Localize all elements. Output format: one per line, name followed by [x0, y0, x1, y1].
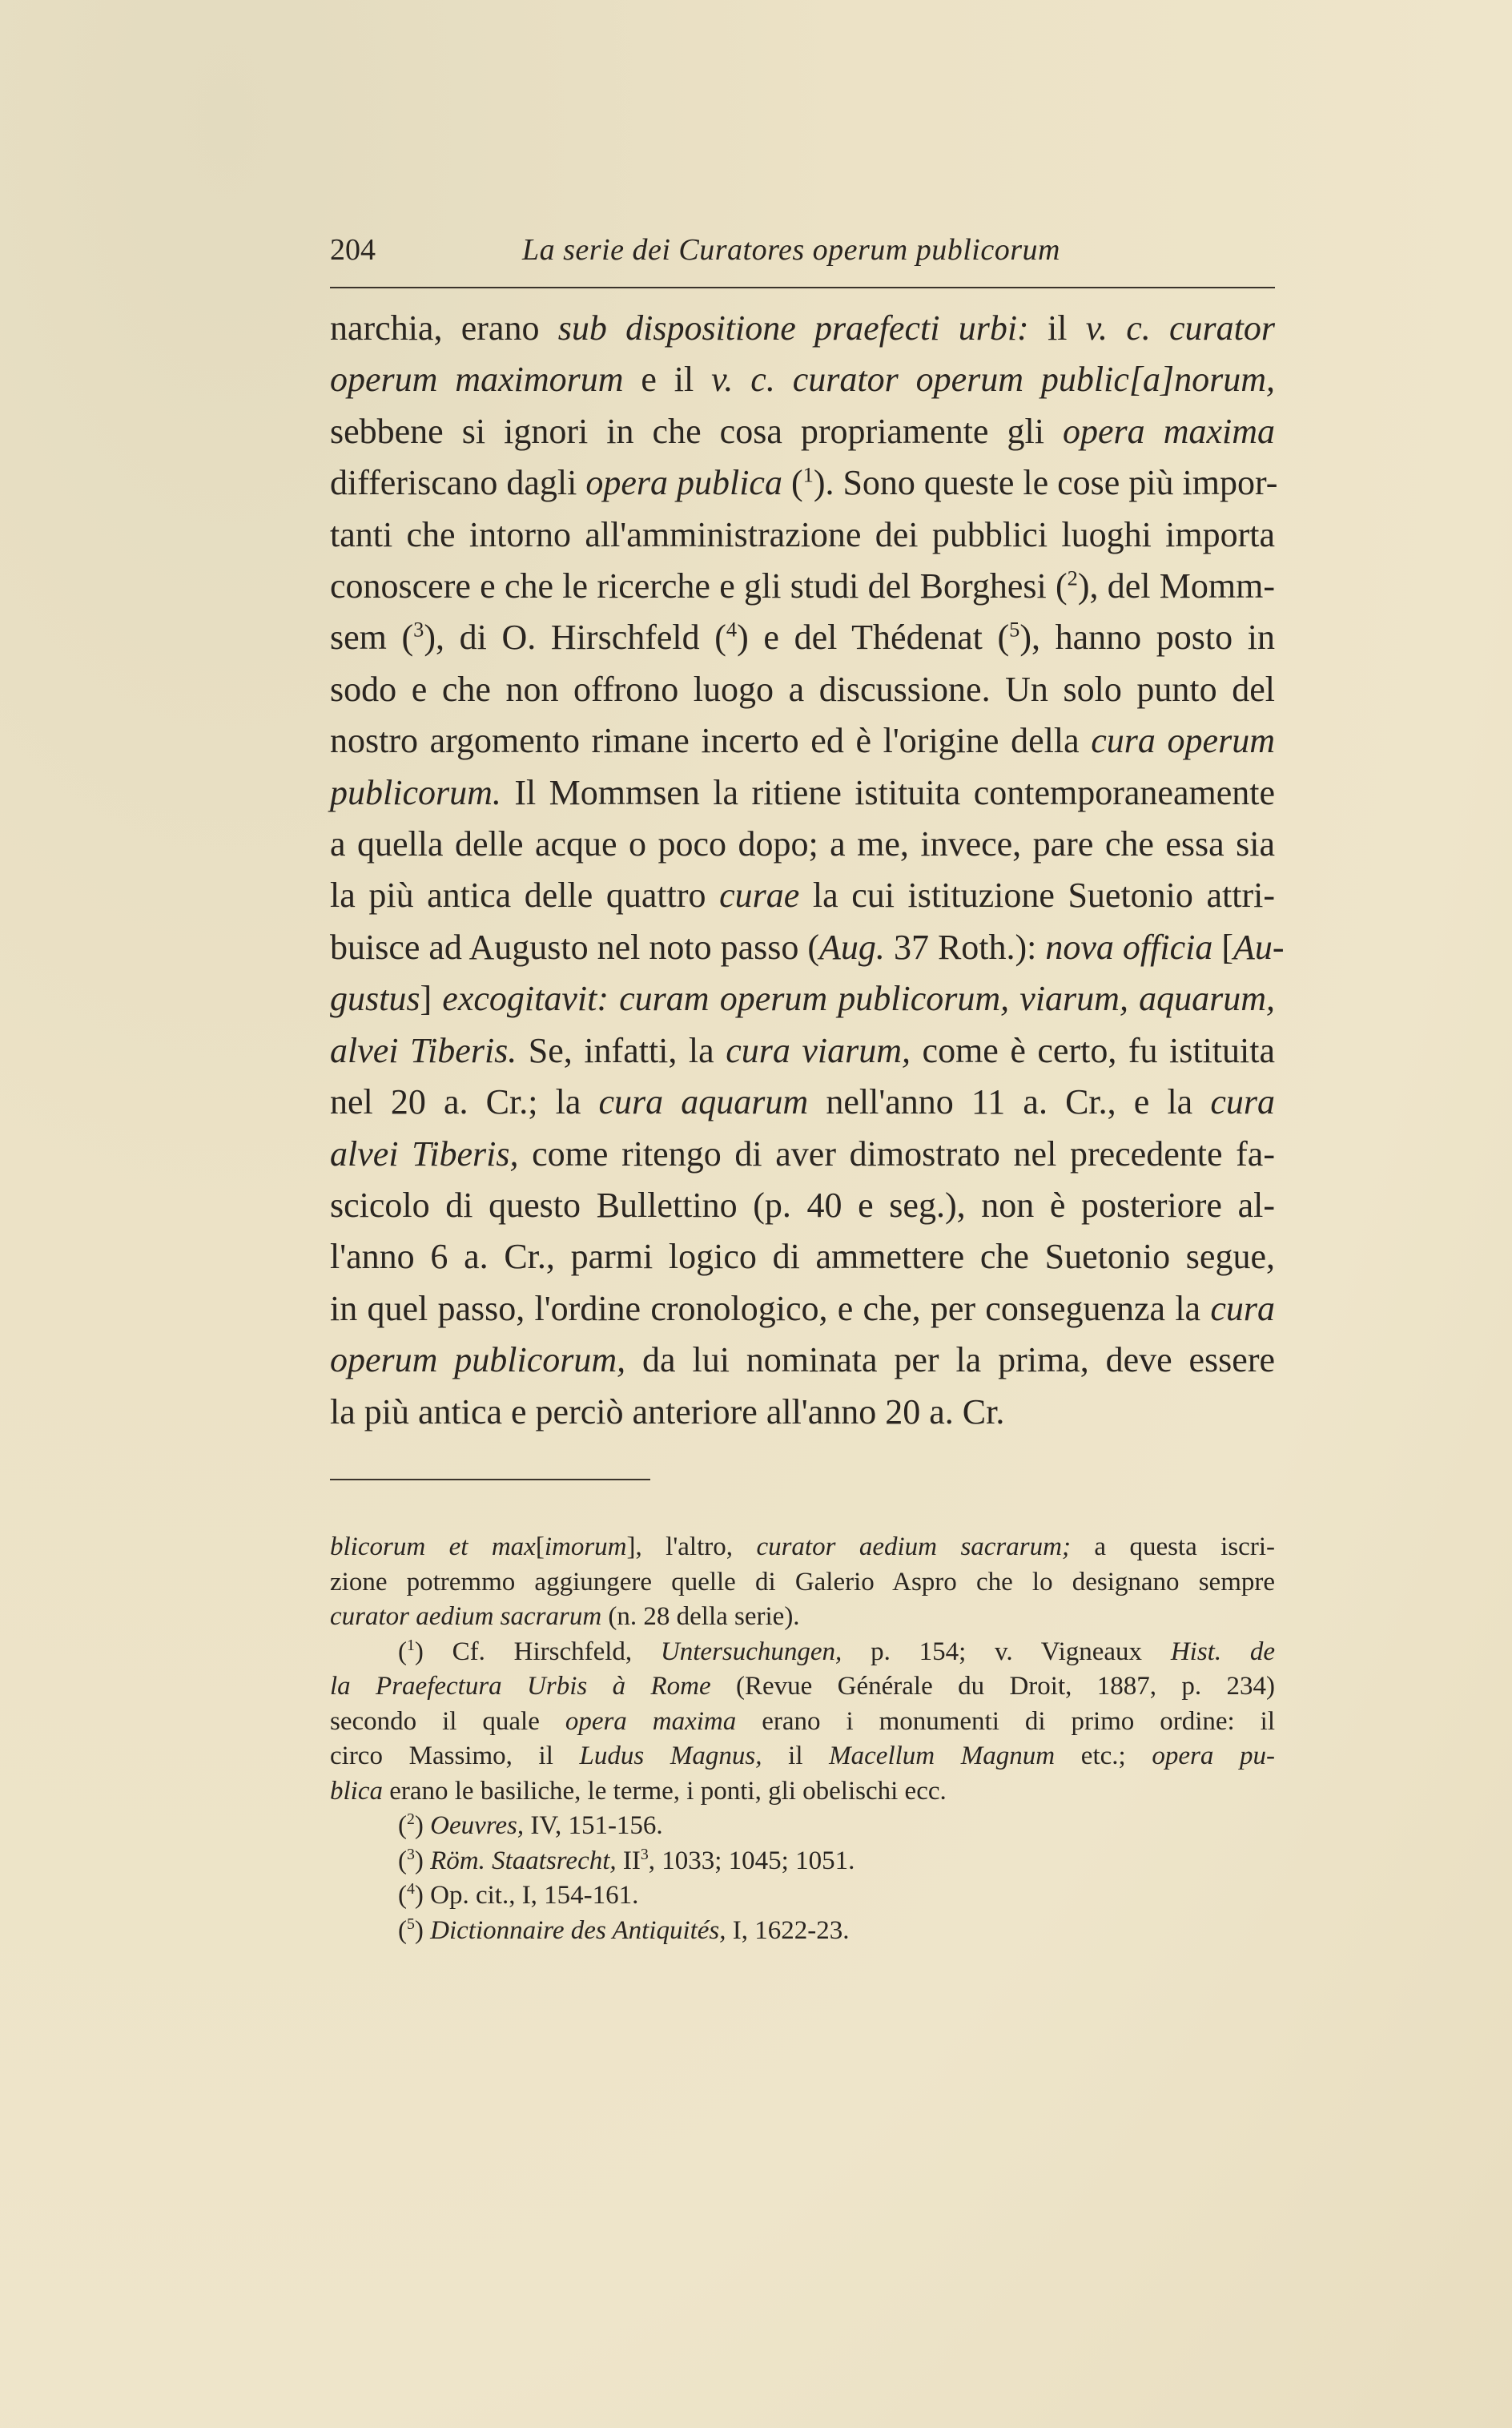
text-line: la più antica delle quattro curae la cui istituzione Suetonio attri-	[330, 876, 1275, 916]
text-line: gustus] excogitavit: curam operum publicorum, viarum, aquarum,	[330, 979, 1276, 1019]
footnote-line: la Praefectura Urbis à Rome (Revue Générale du Droit, 1887, p. 234)	[330, 1672, 1275, 1701]
text-line: operum maximorum e il v. c. curator operum public[a]norum,	[330, 360, 1275, 400]
footnote-line: ($^5$) Dictionnaire des Antiquités, I, 1622-23.	[398, 1915, 850, 1945]
footnote-line: blica erano le basiliche, le terme, i ponti, gli obelischi ecc.	[330, 1776, 947, 1806]
text-line: buisce ad Augusto nel noto passo (Aug. 37 Roth.): nova officia [Au-	[330, 927, 1285, 967]
page-header	[330, 232, 1275, 280]
text-line: nostro argomento rimane incerto ed è l'origine della cura operum	[330, 721, 1275, 761]
text-line: alvei Tiberis. Se, infatti, la cura viarum, come è certo, fu istituita	[330, 1030, 1276, 1070]
text-line: sodo e che non offrono luogo a discussione. Un solo punto del	[330, 669, 1275, 709]
footnotes	[330, 1530, 1275, 1948]
text-line: l'anno 6 a. Cr., parmi logico di ammettere che Suetonio segue,	[330, 1237, 1275, 1277]
header-rule	[330, 287, 1275, 288]
text-line: conoscere e che le ricerche e gli studi del Borghesi ($^2$), del Momm-	[330, 566, 1275, 606]
text-line: scicolo di questo Bullettino (p. 40 e seg.), non è posteriore al-	[330, 1185, 1275, 1225]
footnote-line: zione potremmo aggiungere quelle di Galerio Aspro che lo designano sempre	[330, 1567, 1275, 1597]
text-line: differiscano dagli opera publica ($^1$). Sono queste le cose più impor-	[330, 462, 1278, 503]
footnote-line: ($^3$) Röm. Staatsrecht, $II^3$, 1033; 1045; 1051.	[398, 1845, 855, 1875]
text-line: sem ($^3$), di O. Hirschfeld ($^4$) e del Thédenat ($^5$), hanno posto in	[330, 617, 1275, 658]
footnote-line: ($^4$) Op. cit., I, 154-161.	[398, 1880, 639, 1910]
footnote-line: ($^1$) Cf. Hirschfeld, Untersuchungen, p. 154; v. Vigneaux Hist. de	[398, 1636, 1275, 1666]
text-line: la più antica e perciò anteriore all'anno 20 a. Cr.	[330, 1391, 1005, 1431]
footnote-line: curator aedium sacrarum (n. 28 della serie).	[330, 1602, 800, 1631]
text-line: narchia, erano sub dispositione praefecti urbi: il v. c. curator	[330, 308, 1276, 348]
main-text	[330, 303, 1285, 1438]
footnote-rule	[330, 1479, 650, 1480]
page-number: 204	[330, 233, 376, 267]
text-line: alvei Tiberis, come ritengo di aver dimostrato nel precedente fa-	[330, 1133, 1275, 1174]
text-line: tanti che intorno all'amministrazione dei pubblici luoghi importa	[330, 514, 1275, 554]
footnote-line: secondo il quale opera maxima erano i monumenti di primo ordine: il	[330, 1706, 1276, 1736]
text-line: publicorum. Il Mommsen la ritiene istituita contemporaneamente	[330, 772, 1275, 812]
footnote-line: blicorum et max[imorum], l'altro, curator aedium sacrarum; a questa iscri-	[330, 1532, 1275, 1561]
text-line: in quel passo, l'ordine cronologico, e che, per conseguenza la cura	[330, 1288, 1275, 1328]
text-line: operum publicorum, da lui nominata per la prima, deve essere	[330, 1340, 1275, 1380]
text-line: a quella delle acque o poco dopo; a me, invece, pare che essa sia	[330, 824, 1275, 864]
footnote-line: ($^2$) Oeuvres, IV, 151-156.	[398, 1810, 663, 1840]
running-title: La serie dei Curatores operum publicorum	[522, 233, 1060, 267]
text-line: nel 20 a. Cr.; la cura aquarum nell'anno 11 a. Cr., e la cura	[330, 1082, 1275, 1122]
text-line: sebbene si ignori in che cosa propriamente gli opera maxima	[330, 411, 1276, 451]
footnote-line: circo Massimo, il Ludus Magnus, il Macellum Magnum etc.; opera pu-	[330, 1741, 1275, 1770]
